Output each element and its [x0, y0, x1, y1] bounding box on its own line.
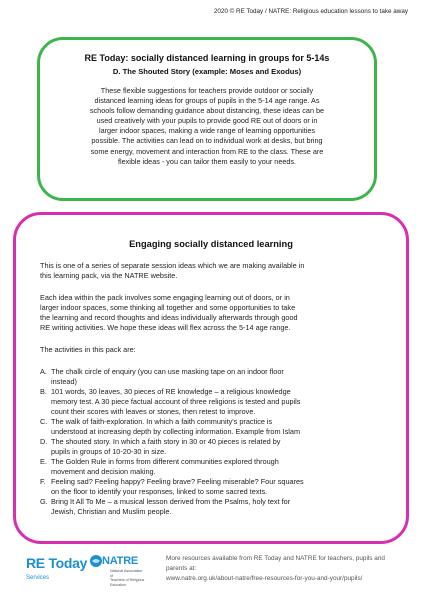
- footer-line: parents at:: [166, 565, 197, 572]
- activity-text: [51, 437, 280, 457]
- activity-item: [40, 497, 390, 517]
- intro-body: [52, 86, 362, 167]
- activity-letter: A.: [40, 367, 47, 376]
- activity-line: movement and decision making.: [51, 467, 156, 476]
- paragraph-line: this learning pack, via the NATRE website.: [40, 271, 178, 280]
- logo-natre-subline: National Association of: [110, 569, 143, 578]
- activity-text: [51, 387, 300, 417]
- activity-line: The walk of faith-exploration. In which a faith community's practice is: [51, 417, 273, 426]
- activities-list: [40, 367, 390, 517]
- intro-title: RE Today: socially distanced learning in groups for 5-14s: [84, 53, 330, 63]
- footer-resources: [166, 554, 416, 584]
- activity-line: Jewish, Christian and Muslim people.: [51, 507, 172, 516]
- paragraph-line: This is one of a series of separate session ideas which we are making available in: [40, 261, 305, 270]
- footer-line: More resources available from RE Today and NATRE for teachers, pupils and: [166, 555, 385, 562]
- intro-line: schools follow demanding guidance about distancing, these ideas can be: [89, 106, 325, 116]
- activity-item: [40, 367, 390, 387]
- activity-item: [40, 477, 390, 497]
- intro-line: larger indoor spaces, making a wide range of learning opportunities: [98, 126, 316, 136]
- activity-text: [51, 417, 300, 437]
- main-box: [13, 212, 409, 544]
- paragraph-line: Each idea within the pack involves some engaging learning out of doors, or in: [40, 293, 290, 302]
- logo-natre-text: NATRE: [102, 555, 139, 567]
- main-paragraph-2: [40, 293, 390, 333]
- activity-line: The shouted story. In which a faith story in 30 or 40 pieces is related by: [51, 437, 281, 446]
- activity-line: The Golden Rule in forms from different communities explored through: [51, 457, 279, 466]
- logo-natre-subline: Teachers of Religious Education: [110, 578, 145, 587]
- activity-item: [40, 437, 390, 457]
- activity-line: instead): [51, 377, 77, 386]
- intro-line: distanced learning ideas for groups of pupils in the 5-14 age range. As: [94, 96, 320, 106]
- logo-services-text: Services: [26, 575, 50, 581]
- activity-letter: E.: [40, 457, 47, 466]
- activity-line: understood at increasing depth by collecting information. Example from Islam: [51, 427, 301, 436]
- activity-letter: F.: [40, 477, 46, 486]
- page-header: 2020 © RE Today / NATRE: Religious education lessons to take away: [213, 8, 408, 15]
- paragraph-line: the learning and record thoughts and ideas individually afterwards through good: [40, 313, 298, 322]
- activity-line: 101 words, 30 leaves, 30 pieces of RE knowledge – a religious knowledge: [51, 387, 291, 396]
- intro-box: [37, 37, 377, 201]
- paragraph-line: larger indoor spaces, some thinking all together and some opportunities to take: [40, 303, 296, 312]
- activity-letter: D.: [40, 437, 48, 446]
- activity-item: [40, 417, 390, 437]
- activity-line: Bring It All To Me – a musical lesson derived from the Psalms, holy text for: [51, 497, 291, 506]
- activity-letter: G.: [40, 497, 48, 506]
- activity-line: count their scores with leaves or stones, then retest to improve.: [51, 407, 256, 416]
- intro-line: flexible ideas - you can tailor them easily to your needs.: [117, 156, 297, 166]
- activity-line: The chalk circle of enquiry (you can use masking tape on an indoor floor: [51, 367, 284, 376]
- activity-line: pupils in groups of 10-20-30 in size.: [51, 447, 167, 456]
- activity-item: [40, 457, 390, 477]
- natre-globe-icon: [89, 554, 103, 568]
- activity-line: memory test. A 30 piece factual account of three religions is tested and pupils: [51, 397, 301, 406]
- intro-line: used creatively with your pupils to provide good RE out of doors or in: [96, 116, 318, 126]
- activities-intro: The activities in this pack are:: [40, 345, 136, 354]
- activity-line: Feeling sad? Feeling happy? Feeling brave? Feeling miserable? Four squares: [51, 477, 304, 486]
- intro-line: some energy, movement and interaction from RE to the class. These are: [90, 146, 324, 156]
- activity-text: [51, 367, 284, 387]
- main-paragraph-1: [40, 261, 390, 281]
- activity-line: on the floor to identify your responses, linked to some sacred texts.: [51, 487, 268, 496]
- main-title: Engaging socially distanced learning: [129, 239, 293, 249]
- logo-natre-subtitle: [110, 569, 146, 587]
- activity-text: [51, 457, 279, 477]
- activity-letter: B.: [40, 387, 47, 396]
- intro-line: possible. The activities can lead on to individual work at desks, but bring: [91, 136, 323, 146]
- logo-re-today-text: RE Today: [26, 555, 88, 571]
- re-today-natre-logo: [26, 553, 146, 589]
- intro-line: These flexible suggestions for teachers provide outdoor or socially: [100, 86, 314, 95]
- intro-subtitle: D. The Shouted Story (example: Moses and Exodus): [112, 67, 302, 76]
- activity-letter: C.: [40, 417, 48, 426]
- paragraph-line: RE writing activities. We hope these ideas will flex across the 5-14 age range.: [40, 323, 291, 332]
- footer-link[interactable]: www.natre.org.uk/about-natre/free-resources-for-you-and-your/pupils/: [166, 575, 363, 582]
- activity-text: [51, 497, 290, 517]
- activity-item: [40, 387, 390, 417]
- activity-text: [51, 477, 304, 497]
